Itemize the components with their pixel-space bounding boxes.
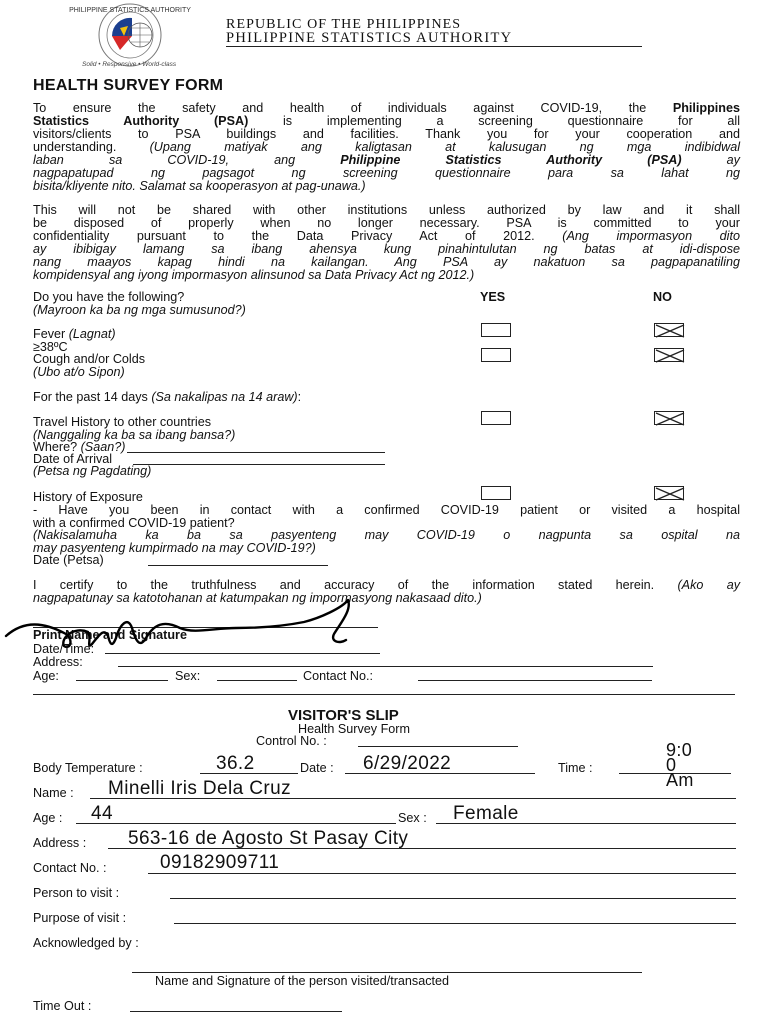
check-x-icon — [655, 412, 685, 426]
republic-heading: REPUBLIC OF THE PHILIPPINES — [226, 17, 462, 32]
exposure-tl-2: may pasyenteng kumpirmado na may COVID-19?) — [33, 541, 316, 555]
privacy-line-2: be disposed of properly when no longer necessary. PSA is committed to your — [33, 216, 740, 230]
form-title: HEALTH SURVEY FORM — [33, 77, 224, 94]
arrival-label-tl: (Petsa ng Pagdating) — [33, 464, 152, 478]
agency-heading: PHILIPPINE STATISTICS AUTHORITY — [226, 30, 513, 46]
sex-label: Sex: — [175, 669, 201, 683]
travel-label-tl: (Nanggaling ka ba sa ibang bansa?) — [33, 428, 236, 442]
age-slip-label: Age : — [33, 811, 63, 825]
cough-label: Cough and/or Colds — [33, 352, 146, 366]
age-label: Age: — [33, 669, 59, 683]
age-slip-field[interactable] — [76, 823, 396, 824]
where-field[interactable] — [127, 452, 385, 453]
logo-tagline: Solid • Responsive • World-class — [82, 61, 177, 68]
address-field[interactable] — [118, 666, 653, 667]
travel-label: Travel History to other countries — [33, 415, 212, 429]
exposure-yes-checkbox[interactable] — [481, 486, 511, 500]
purpose-label: Purpose of visit : — [33, 911, 127, 925]
datetime-label: Date/Time: — [33, 642, 95, 656]
intro-line-7: bisita/kliyente nito. Salamat sa kooperasyon at pag-unawa.) — [33, 179, 366, 193]
slip-subtitle: Health Survey Form — [298, 722, 410, 736]
check-x-icon — [655, 324, 685, 338]
header-rule — [226, 46, 642, 47]
fever-no-checkbox[interactable] — [654, 323, 684, 337]
name-label: Name : — [33, 786, 74, 800]
past-14-days-label: For the past 14 days (Sa nakalipas na 14 araw): — [33, 390, 302, 404]
exposure-question-2: with a confirmed COVID-19 patient? — [33, 516, 235, 530]
control-field[interactable] — [358, 746, 518, 747]
yes-column-label: YES — [480, 290, 506, 304]
arrival-label: Date of Arrival — [33, 452, 113, 466]
contact-label: Contact No.: — [303, 669, 373, 683]
date-value: 6/29/2022 — [363, 753, 452, 774]
print-name-label: Print Name and Signature — [33, 628, 187, 642]
time-out-label: Time Out : — [33, 999, 92, 1013]
fever-label: Fever (Lagnat) — [33, 327, 116, 341]
check-x-icon — [655, 487, 685, 501]
address-label: Address: — [33, 655, 83, 669]
questions-header-tl: (Mayroon ka ba ng mga sumusunod?) — [33, 303, 246, 317]
cough-yes-checkbox[interactable] — [481, 348, 511, 362]
intro-line-4: understanding. (Upang matiyak ang kaligtasan at kalusugan ng mga indibidwal — [33, 140, 740, 154]
time-out-field[interactable] — [130, 1011, 342, 1012]
travel-no-checkbox[interactable] — [654, 411, 684, 425]
sex-value: Female — [453, 803, 519, 824]
body-temp-value: 36.2 — [216, 753, 255, 774]
privacy-line-6: kompidensyal ang iyong impormasyon alinsunod sa Data Privacy Act ng 2012.) — [33, 268, 475, 282]
control-label: Control No. : — [256, 734, 327, 748]
person-to-visit-label: Person to visit : — [33, 886, 120, 900]
fever-temperature: ≥38ºC — [33, 340, 68, 354]
age-field[interactable] — [76, 680, 168, 681]
section-divider — [33, 694, 735, 695]
contact-slip-label: Contact No. : — [33, 861, 107, 875]
age-value: 44 — [91, 803, 113, 824]
questions-header: Do you have the following? — [33, 290, 185, 304]
exposure-date-label: Date (Petsa) — [33, 553, 104, 567]
intro-line-5: laban sa COVID-19, ang Philippine Statistics Authority (PSA) ay — [33, 153, 740, 167]
check-x-icon — [655, 349, 685, 363]
time-value-1: 9:0 — [666, 740, 693, 760]
certify-line-2: nagpapatunay sa katotohanan at katumpakan ng impormasyong nakasaad dito.) — [33, 591, 482, 605]
privacy-line-4: ay ibibigay lamang sa ibang ahensya kung pinahintulutan ng batas at idi-dispose — [33, 242, 740, 256]
person-to-visit-field[interactable] — [170, 898, 736, 899]
travel-yes-checkbox[interactable] — [481, 411, 511, 425]
intro-line-2: Statistics Authority (PSA) is implementing a screening questionnaire for all — [33, 114, 740, 128]
intro-line-6: nagpapatupad ng pagsagot ng screening questionnaire para sa lahat ng — [33, 166, 740, 180]
cough-no-checkbox[interactable] — [654, 348, 684, 362]
acknowledger-caption: Name and Signature of the person visited/transacted — [155, 974, 450, 988]
acknowledger-signature-line[interactable] — [132, 972, 642, 973]
time-value-3: Am — [666, 770, 694, 790]
arrival-field[interactable] — [133, 464, 385, 465]
intro-line-1: To ensure the safety and health of individuals against COVID-19, the Philippines — [33, 101, 740, 115]
body-temp-label: Body Temperature : — [33, 761, 143, 775]
exposure-label: History of Exposure — [33, 490, 143, 504]
address-slip-label: Address : — [33, 836, 87, 850]
sex-slip-label: Sex : — [398, 811, 427, 825]
slip-title: VISITOR'S SLIP — [288, 707, 399, 724]
privacy-line-5: nang maayos kapag hindi na kailangan. Ang PSA ay nakatuon sa pagpapanatiling — [33, 255, 740, 269]
privacy-line-3: confidentiality pursuant to the Data Privacy Act of 2012. (Ang impormasyon dito — [33, 229, 740, 243]
acknowledged-label: Acknowledged by : — [33, 936, 139, 950]
no-column-label: NO — [653, 290, 672, 304]
datetime-field[interactable] — [105, 653, 380, 654]
purpose-field[interactable] — [174, 923, 736, 924]
intro-line-3: visitors/clients to PSA buildings and facilities. Thank you for your cooperation and — [33, 127, 740, 141]
logo-ring-text: PHILIPPINE STATISTICS AUTHORITY — [69, 7, 191, 14]
address-value: 563-16 de Agosto St Pasay City — [128, 828, 409, 849]
sex-field[interactable] — [217, 680, 297, 681]
privacy-line-1: This will not be shared with other institutions unless authorized by law and it shall — [33, 203, 740, 217]
certify-line-1: I certify to the truthfulness and accuracy of the information stated herein. (Ako ay — [33, 578, 740, 592]
contact-field[interactable] — [418, 680, 652, 681]
fever-yes-checkbox[interactable] — [481, 323, 511, 337]
exposure-question-1: - Have you been in contact with a confirmed COVID-19 patient or visited a hospital — [33, 503, 740, 517]
exposure-no-checkbox[interactable] — [654, 486, 684, 500]
date-label: Date : — [300, 761, 334, 775]
name-value: Minelli Iris Dela Cruz — [108, 778, 292, 799]
where-label: Where? (Saan?) — [33, 440, 126, 454]
exposure-tl-1: (Nakisalamuha ka ba sa pasyenteng may COVID-19 o nagpunta sa ospital na — [33, 528, 740, 542]
contact-value: 09182909711 — [160, 852, 280, 873]
time-label: Time : — [558, 761, 593, 775]
cough-label-tl: (Ubo at/o Sipon) — [33, 365, 125, 379]
exposure-date-field[interactable] — [148, 565, 328, 566]
time-value-2: 0 — [666, 755, 677, 775]
